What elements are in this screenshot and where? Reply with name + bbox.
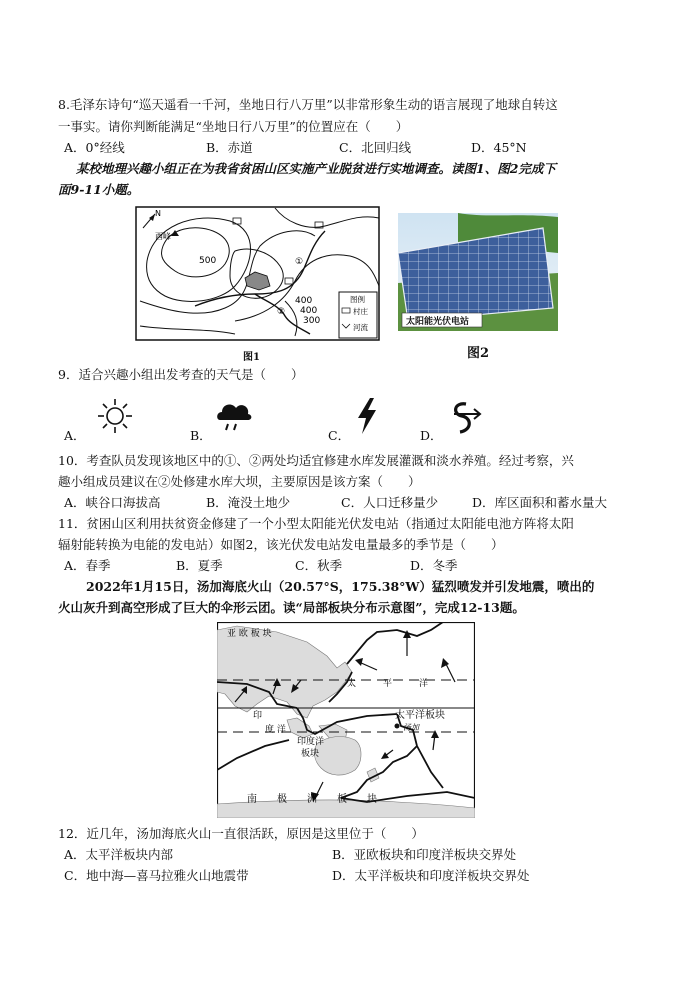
intro2-line2: 火山灰升到高空形成了巨大的伞形云团。读“局部板块分布示意图”，完成12-13题。 — [58, 600, 525, 615]
q11-option-b[interactable]: B．夏季 — [176, 558, 223, 573]
photo-label: 太阳能光伏电站 — [406, 317, 470, 327]
q10-line2: 趣小组成员建议在②处修建水库大坝，主要原因是该方案（ ） — [58, 474, 421, 489]
q11-option-c[interactable]: C．秋季 — [295, 558, 343, 573]
map-label-eurasia: 亚 欧 板 块 — [227, 629, 272, 639]
q12-option-d[interactable]: D．太平洋板块和印度洋板块交界处 — [332, 868, 530, 883]
legend-village: 村庄 — [353, 307, 368, 316]
rain-icon — [214, 398, 254, 436]
marker-2: ② — [277, 307, 286, 317]
intro2-line1: 2022年1月15日，汤加海底火山（20.57°S，175.38°W）猛烈喷发并引发地震，喷出的 — [86, 579, 595, 594]
map-label-tonga: 汤加 — [403, 723, 419, 732]
q8-option-a[interactable]: A．0°经线 — [64, 140, 125, 155]
sunny-icon — [96, 397, 134, 435]
q12-stem: 12．近几年，汤加海底火山一直很活跃，原因是这里位于（ ） — [58, 826, 424, 841]
map-label-indian-ocean-2: 度 洋 — [265, 725, 286, 735]
map-label-indian-plate-2: 板块 — [301, 749, 320, 759]
contour-label-400a: 500 — [199, 256, 217, 266]
q8-option-b[interactable]: B．赤道 — [206, 140, 253, 155]
q9-option-c[interactable]: C． — [328, 428, 351, 443]
intro1-line2: 面9-11小题。 — [58, 182, 140, 197]
figure-2-caption: 图2 — [467, 346, 490, 361]
figure-1-caption: 图1 — [243, 352, 260, 363]
q12-option-a[interactable]: A．太平洋板块内部 — [64, 847, 174, 862]
q12-option-b[interactable]: B．亚欧板块和印度洋板块交界处 — [332, 847, 517, 862]
q12-option-c[interactable]: C．地中海—喜马拉雅火山地震带 — [64, 868, 249, 883]
q11-line2: 辐射能转换为电能的发电站）如图2，该光伏发电站发电量最多的季节是（ ） — [58, 537, 504, 552]
q11-line1: 11．贫困山区利用扶贫资金修建了一个小型太阳能光伏发电站（指通过太阳能电池方阵将太阳 — [58, 516, 574, 531]
q10-option-c[interactable]: C．人口迁移量少 — [341, 495, 439, 510]
q10-option-a[interactable]: A．峡谷口海拔高 — [64, 495, 161, 510]
intro1-line1: 某校地理兴趣小组正在为我省贫困山区实施产业脱贫进行实地调查。读图1、图2完成下 — [76, 161, 556, 176]
wind-icon — [446, 400, 486, 436]
q10-option-b[interactable]: B．淹没土地少 — [206, 495, 291, 510]
map-label-pacific-ocean: 太 平 洋 — [347, 679, 429, 689]
peak-label: 西峰 — [155, 232, 171, 241]
legend-river: 河流 — [353, 323, 368, 332]
map-label-antarctic: 南 极 洲 板 块 — [247, 794, 377, 805]
map-label-indian-plate-1: 印度洋 — [297, 737, 325, 747]
q8-line2: 一事实。请你判断能满足“坐地日行八万里”的位置应在（ ） — [58, 119, 409, 134]
q11-option-d[interactable]: D．冬季 — [410, 558, 458, 573]
map-label-indian-ocean-1: 印 — [253, 711, 263, 721]
lightning-icon — [352, 396, 382, 436]
q11-option-a[interactable]: A．春季 — [64, 558, 111, 573]
q9-option-b[interactable]: B． — [190, 428, 212, 443]
q9-stem: 9．适合兴趣小组出发考查的天气是（ ） — [58, 367, 304, 382]
q10-option-d[interactable]: D．库区面积和蓄水量大 — [472, 495, 608, 510]
north-label: N — [155, 209, 161, 218]
figure-2-solar-photo — [398, 213, 558, 331]
q10-line1: 10．考查队员发现该地区中的①、②两处均适宜修建水库发展灌溉和淡水养殖。经过考察，兴 — [58, 453, 574, 468]
marker-1: ① — [295, 257, 304, 267]
map-label-pacific-plate: 太平洋板块 — [395, 710, 445, 721]
q9-option-a[interactable]: A． — [64, 428, 86, 443]
q9-option-d[interactable]: D． — [420, 428, 443, 443]
contour-label-400b: 400 — [300, 306, 318, 316]
contour-label-500: 400 — [295, 296, 313, 306]
q8-line1: 8.毛泽东诗句“巡天遥看一千河，坐地日行八万里”以非常形象生动的语言展现了地球自转这 — [58, 97, 558, 112]
q8-option-c[interactable]: C．北回归线 — [339, 140, 412, 155]
contour-label-300: 300 — [303, 316, 321, 326]
plate-map — [217, 622, 475, 818]
figure-1-contour-map — [135, 206, 380, 341]
legend-title: 图例 — [350, 295, 365, 304]
q8-option-d[interactable]: D．45°N — [471, 140, 527, 155]
